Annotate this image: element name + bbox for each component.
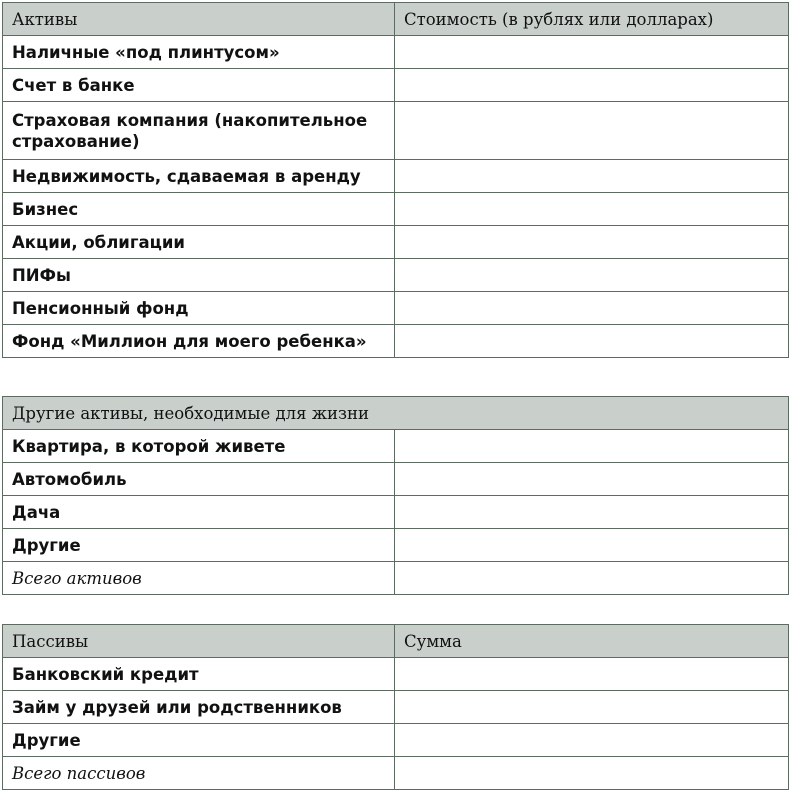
total-row [3, 757, 789, 790]
table-row [3, 430, 789, 463]
asset-label: Бизнес [3, 193, 395, 226]
total-liabilities-value-cell[interactable] [395, 757, 789, 790]
asset-value-cell[interactable] [395, 292, 789, 325]
total-assets-value-cell[interactable] [395, 562, 789, 595]
assets-header-row [3, 3, 789, 36]
other-asset-label: Квартира, в которой живете [3, 430, 395, 463]
asset-value-cell[interactable] [395, 36, 789, 69]
table-row [3, 160, 789, 193]
total-liabilities-label: Всего пассивов [3, 757, 395, 790]
asset-label: Счет в банке [3, 69, 395, 102]
asset-label: Фонд «Миллион для моего ребенка» [3, 325, 395, 358]
table-row [3, 529, 789, 562]
asset-value-cell[interactable] [395, 193, 789, 226]
asset-value-cell[interactable] [395, 325, 789, 358]
table-row [3, 102, 789, 160]
table-row [3, 69, 789, 102]
asset-label: Недвижимость, сдаваемая в аренду [3, 160, 395, 193]
other-assets-table [2, 396, 789, 595]
liabilities-header-row [3, 625, 789, 658]
liability-value-cell[interactable] [395, 658, 789, 691]
asset-label: Пенсионный фонд [3, 292, 395, 325]
other-assets-header-row [3, 397, 789, 430]
table-row [3, 292, 789, 325]
other-asset-label: Автомобиль [3, 463, 395, 496]
assets-table [2, 2, 789, 358]
total-row [3, 562, 789, 595]
other-asset-value-cell[interactable] [395, 496, 789, 529]
table-row [3, 496, 789, 529]
asset-label: ПИФы [3, 259, 395, 292]
asset-value-cell[interactable] [395, 102, 789, 160]
liabilities-header-label: Пассивы [3, 625, 395, 658]
table-row [3, 724, 789, 757]
table-row [3, 658, 789, 691]
table-row [3, 463, 789, 496]
liabilities-header-value: Сумма [395, 625, 789, 658]
other-assets-header: Другие активы, необходимые для жизни [3, 397, 789, 430]
liability-value-cell[interactable] [395, 724, 789, 757]
liabilities-table [2, 624, 789, 790]
other-asset-label: Дача [3, 496, 395, 529]
total-assets-label: Всего активов [3, 562, 395, 595]
other-asset-value-cell[interactable] [395, 430, 789, 463]
other-asset-label: Другие [3, 529, 395, 562]
asset-label: Наличные «под плинтусом» [3, 36, 395, 69]
liability-label: Банковский кредит [3, 658, 395, 691]
other-asset-value-cell[interactable] [395, 463, 789, 496]
liability-value-cell[interactable] [395, 691, 789, 724]
asset-value-cell[interactable] [395, 259, 789, 292]
liability-label: Другие [3, 724, 395, 757]
table-row [3, 226, 789, 259]
table-row [3, 36, 789, 69]
table-row [3, 259, 789, 292]
asset-label: Акции, облигации [3, 226, 395, 259]
asset-label: Страховая компания (накопительное страхование) [3, 102, 395, 160]
asset-value-cell[interactable] [395, 69, 789, 102]
asset-value-cell[interactable] [395, 160, 789, 193]
table-row [3, 325, 789, 358]
asset-value-cell[interactable] [395, 226, 789, 259]
other-asset-value-cell[interactable] [395, 529, 789, 562]
assets-header-value: Стоимость (в рублях или долларах) [395, 3, 789, 36]
table-row [3, 691, 789, 724]
assets-header-label: Активы [3, 3, 395, 36]
liability-label: Займ у друзей или родственников [3, 691, 395, 724]
table-row [3, 193, 789, 226]
